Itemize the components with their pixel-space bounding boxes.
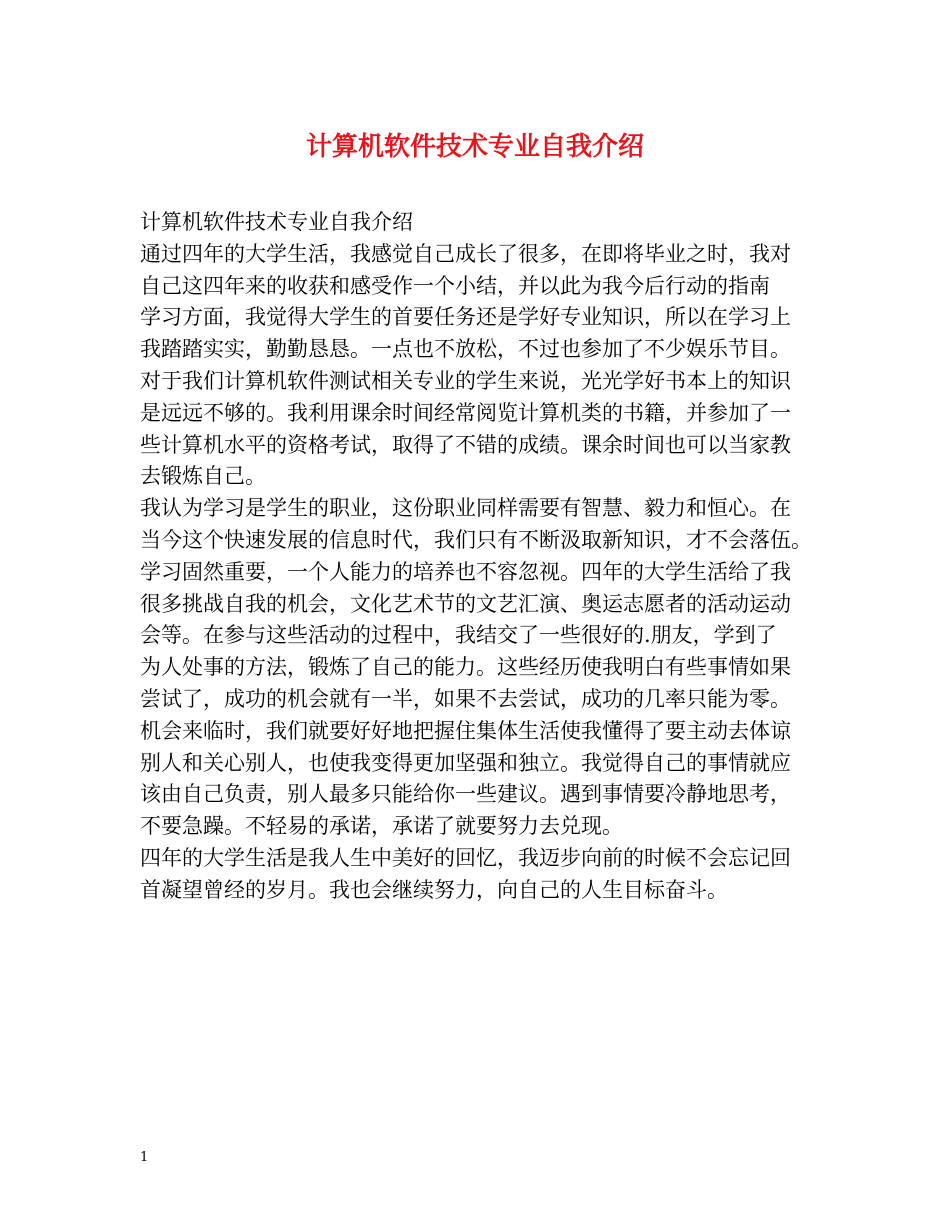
body-line-4: 学习方面，我觉得大学生的首要任务还是学好专业知识，所以在学习上 [140, 305, 791, 330]
body-line-8: 些计算机水平的资格考试，取得了不错的成绩。课余时间也可以当家教 [140, 432, 791, 457]
body-line-9: 去锻炼自己。 [140, 464, 266, 489]
body-line-16: 尝试了，成功的机会就有一半，如果不去尝试，成功的几率只能为零。 [140, 686, 791, 711]
body-line-18: 别人和关心别人，也使我变得更加坚强和独立。我觉得自己的事情就应 [140, 750, 791, 775]
body-line-2: 通过四年的大学生活，我感觉自己成长了很多，在即将毕业之时，我对 [140, 241, 791, 266]
body-line-20: 不要急躁。不轻易的承诺，承诺了就要努力去兑现。 [140, 814, 623, 839]
body-line-5: 我踏踏实实，勤勤恳恳。一点也不放松，不过也参加了不少娱乐节目。 [140, 337, 791, 362]
body-line-14: 会等。在参与这些活动的过程中，我结交了一些很好的.朋友，学到了 [140, 623, 777, 648]
body-line-15: 为人处事的方法，锻炼了自己的能力。这些经历使我明白有些事情如果 [140, 655, 791, 680]
body-line-7: 是远远不够的。我利用课余时间经常阅览计算机类的书籍，并参加了一 [140, 400, 791, 425]
body-line-12: 学习固然重要，一个人能力的培养也不容忽视。四年的大学生活给了我 [140, 559, 791, 584]
body-line-13: 很多挑战自我的机会，文化艺术节的文艺汇演、奥运志愿者的活动运动 [140, 591, 791, 616]
body-line-19: 该由自己负责，别人最多只能给你一些建议。遇到事情要冷静地思考， [140, 782, 791, 807]
body-line-22: 首凝望曾经的岁月。我也会继续努力，向自己的人生目标奋斗。 [140, 877, 728, 902]
document-body [140, 207, 830, 907]
body-line-10: 我认为学习是学生的职业，这份职业同样需要有智慧、毅力和恒心。在 [140, 496, 791, 521]
document-title: 计算机软件技术专业自我介绍 [305, 132, 644, 162]
body-line-17: 机会来临时，我们就要好好地把握住集体生活使我懂得了要主动去体谅 [140, 718, 791, 743]
page-number: 1 [140, 1150, 149, 1165]
body-line-21: 四年的大学生活是我人生中美好的回忆，我迈步向前的时候不会忘记回 [140, 845, 791, 870]
body-line-11: 当今这个快速发展的信息时代，我们只有不断汲取新知识，才不会落伍。 [140, 527, 812, 552]
body-line-3: 自己这四年来的收获和感受作一个小结，并以此为我今后行动的指南 [140, 273, 770, 298]
body-line-6: 对于我们计算机软件测试相关专业的学生来说，光光学好书本上的知识 [140, 368, 791, 393]
body-line-1: 计算机软件技术专业自我介绍 [140, 210, 413, 234]
